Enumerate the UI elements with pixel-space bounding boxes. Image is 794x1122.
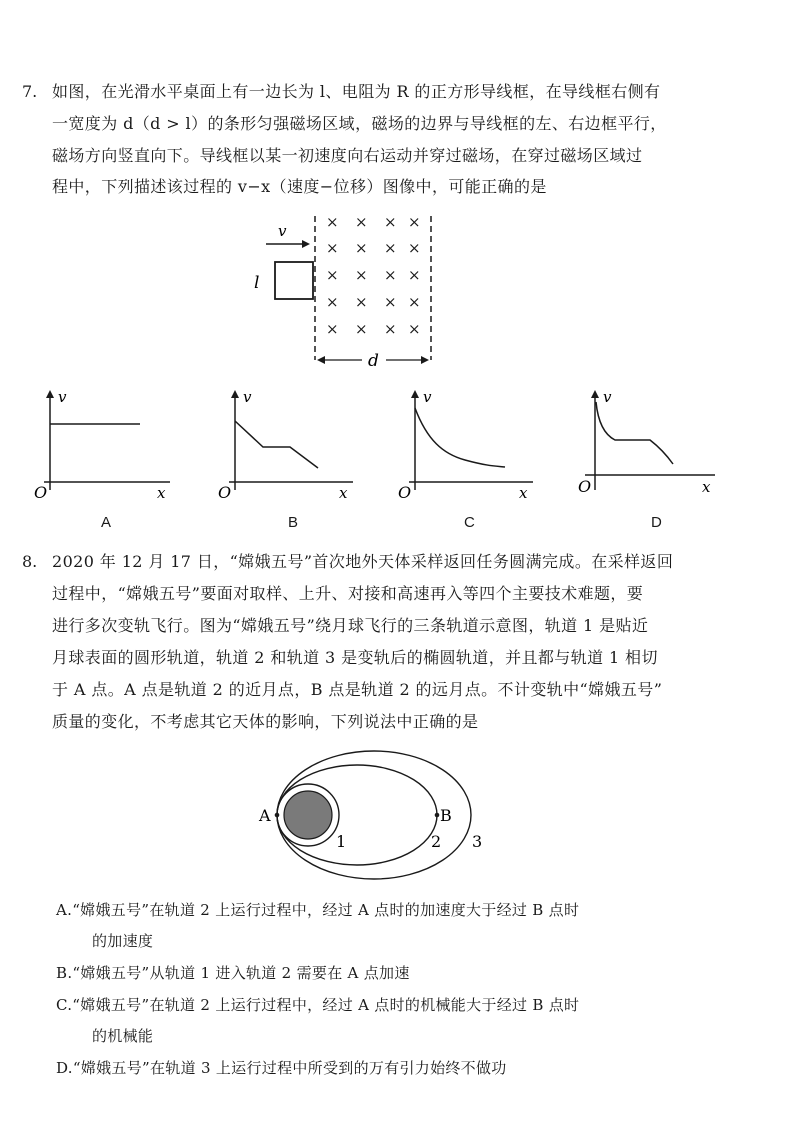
field-mark: × <box>326 266 339 284</box>
field-mark: × <box>355 320 368 338</box>
origin-label: O <box>218 483 232 502</box>
graph-d-label: D <box>651 514 662 531</box>
velocity-arrow-head <box>302 240 310 248</box>
graph-c-curve <box>415 408 505 467</box>
question-7-text-line-3: 磁场方向竖直向下。导线框以某一初速度向右运动并穿过磁场，在穿过磁场区域过 <box>52 146 643 165</box>
field-width-label: d <box>368 351 379 371</box>
field-mark: × <box>355 239 368 257</box>
option-a-line-2: 的加速度 <box>92 932 154 950</box>
question-7-figure <box>240 210 460 380</box>
v-axis-arrow <box>411 390 419 398</box>
graph-d-curve <box>596 402 673 464</box>
question-8-text-line-5: 于 A 点。A 点是轨道 2 的近月点，B 点是轨道 2 的远月点。不计变轨中“嫦娥五号” <box>52 680 663 699</box>
graph-c-label: C <box>464 514 475 531</box>
question-8-text-line-2: 过程中，“嫦娥五号”要面对取样、上升、对接和高速再入等四个主要技术难题，要 <box>52 584 644 603</box>
graph-a-label: A <box>101 514 112 531</box>
v-axis-label: v <box>423 388 432 406</box>
field-mark: × <box>384 266 397 284</box>
option-d: D.“嫦娥五号”在轨道 3 上运行过程中所受到的万有引力始终不做功 <box>56 1059 507 1077</box>
orbit-1-label: 1 <box>336 832 347 851</box>
option-a-line-1: A.“嫦娥五号”在轨道 2 上运行过程中，经过 A 点时的加速度大于经过 B 点时 <box>56 901 580 919</box>
origin-label: O <box>34 483 48 502</box>
v-axis-label: v <box>58 388 67 406</box>
question-8-text-line-1: 2020 年 12 月 17 日，“嫦娥五号”首次地外天体采样返回任务圆满完成。在采样返回 <box>52 552 674 571</box>
graph-b-label: B <box>288 514 299 531</box>
option-c-line-1: C.“嫦娥五号”在轨道 2 上运行过程中，经过 A 点时的机械能大于经过 B 点时 <box>56 996 580 1014</box>
field-mark: × <box>326 213 339 231</box>
field-mark: × <box>355 213 368 231</box>
field-mark: × <box>408 320 421 338</box>
origin-label: O <box>578 477 592 496</box>
point-b-label: B <box>440 806 452 825</box>
field-mark: × <box>408 293 421 311</box>
width-arrow-head-right <box>421 356 429 364</box>
point-b-dot <box>435 813 440 818</box>
wire-frame-square <box>275 262 313 299</box>
field-mark: × <box>355 293 368 311</box>
question-7-number: 7. <box>22 82 38 101</box>
v-axis-label: v <box>603 388 612 406</box>
v-axis-arrow <box>591 390 599 398</box>
point-a-dot <box>275 813 280 818</box>
v-axis-arrow <box>46 390 54 398</box>
field-mark: × <box>408 239 421 257</box>
moon <box>284 791 332 839</box>
v-axis-arrow <box>231 390 239 398</box>
question-8-number: 8. <box>22 552 38 571</box>
question-8-text-line-3: 进行多次变轨飞行。图为“嫦娥五号”绕月球飞行的三条轨道示意图，轨道 1 是贴近 <box>52 616 649 635</box>
field-mark: × <box>384 320 397 338</box>
graph-b <box>215 388 365 503</box>
graph-c <box>395 388 545 503</box>
question-7-text-line-4: 程中，下列描述该过程的 v−x（速度−位移）图像中，可能正确的是 <box>52 177 547 196</box>
graph-a <box>30 388 180 503</box>
x-axis-label: x <box>339 484 348 502</box>
velocity-label: v <box>278 222 287 240</box>
question-8-orbit-figure <box>250 748 510 898</box>
x-axis-label: x <box>157 484 166 502</box>
orbit-2-label: 2 <box>431 832 442 851</box>
magnetic-field-marks <box>326 213 421 338</box>
origin-label: O <box>398 483 412 502</box>
width-arrow-head-left <box>317 356 325 364</box>
field-mark: × <box>408 213 421 231</box>
field-mark: × <box>326 293 339 311</box>
question-7-text-line-2: 一宽度为 d（d > l）的条形匀强磁场区域，磁场的边界与导线框的左、右边框平行， <box>52 114 667 133</box>
field-mark: × <box>408 266 421 284</box>
side-length-label: l <box>254 273 260 293</box>
field-mark: × <box>326 239 339 257</box>
field-mark: × <box>355 266 368 284</box>
question-8-text-line-6: 质量的变化，不考虑其它天体的影响，下列说法中正确的是 <box>52 712 479 731</box>
graph-d <box>575 388 725 503</box>
question-8-text-line-4: 月球表面的圆形轨道，轨道 2 和轨道 3 是变轨后的椭圆轨道，并且都与轨道 1 相切 <box>52 648 658 667</box>
option-b: B.“嫦娥五号”从轨道 1 进入轨道 2 需要在 A 点加速 <box>56 964 410 982</box>
option-c-line-2: 的机械能 <box>92 1027 154 1045</box>
v-axis-label: v <box>243 388 252 406</box>
field-mark: × <box>326 320 339 338</box>
field-mark: × <box>384 213 397 231</box>
orbit-3-label: 3 <box>472 832 483 851</box>
x-axis-label: x <box>702 478 711 496</box>
graph-b-curve <box>235 421 318 468</box>
x-axis-label: x <box>519 484 528 502</box>
field-mark: × <box>384 293 397 311</box>
point-a-label: A <box>259 806 271 825</box>
field-mark: × <box>384 239 397 257</box>
question-7-text-line-1: 如图，在光滑水平桌面上有一边长为 l、电阻为 R 的正方形导线框，在导线框右侧有 <box>52 82 661 101</box>
